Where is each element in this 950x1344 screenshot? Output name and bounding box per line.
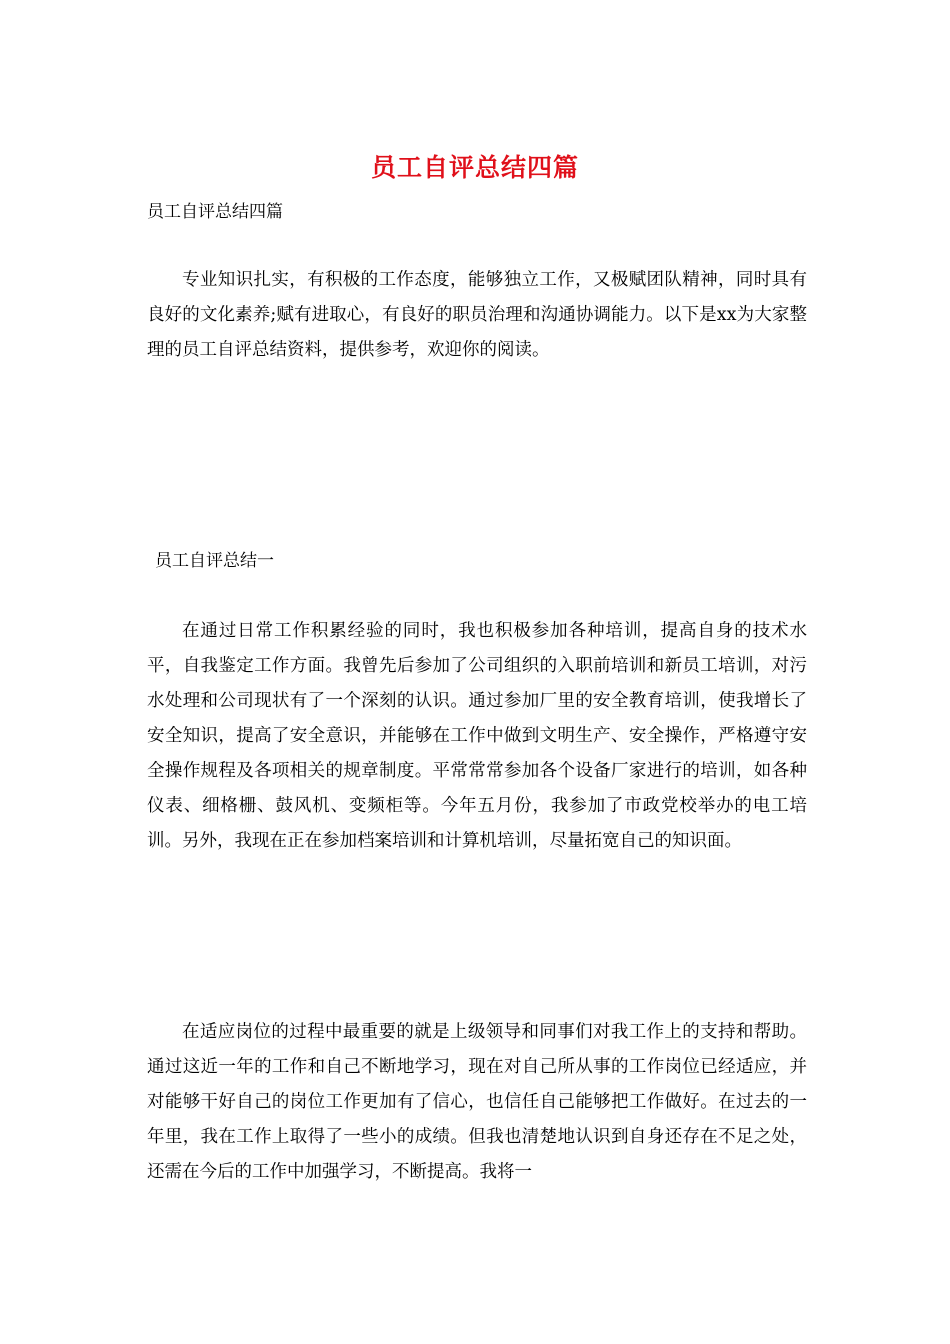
document-title: 员工自评总结四篇 [370,153,579,182]
body-paragraph: 在通过日常工作积累经验的同时，我也积极参加各种培训，提高自身的技术水平，自我鉴定工作方面。我曾先后参加了公司组织的入职前培训和新员工培训，对污水处理和公司现状有了一个深刻的认识。通过参加厂里的安全教育培训，使我增长了安全知识，提高了安全意识，并能够在工作中做到文明生产、安全操作，严格遵守安全操作规程及各项相关的规章制度。平常常常参加各个设备厂家进行的培训，如各种仪表、细格栅、鼓风机、变频柜等。今年五月份，我参加了市政党校举办的电工培训。另外，我现在正在参加档案培训和计算机培训，尽量拓宽自己的知识面。 [147,621,807,851]
section-heading: 员工自评总结一 [155,551,274,571]
body-paragraph: 在适应岗位的过程中最重要的就是上级领导和同事们对我工作上的支持和帮助。通过这近一年的工作和自己不断地学习，现在对自己所从事的工作岗位已经适应，并对能够干好自己的岗位工作更加有了信心，也信任自己能够把工作做好。在过去的一年里，我在工作上取得了一些小的成绩。但我也清楚地认识到自身还存在不足之处，还需在今后的工作中加强学习，不断提高。我将一 [147,1022,807,1182]
document-subtitle: 员工自评总结四篇 [147,202,283,222]
intro-paragraph: 专业知识扎实，有积极的工作态度，能够独立工作，又极赋团队精神，同时具有良好的文化素养;赋有进取心，有良好的职员治理和沟通协调能力。以下是xx为大家整理的员工自评总结资料，提供参考，欢迎你的阅读。 [147,270,807,360]
